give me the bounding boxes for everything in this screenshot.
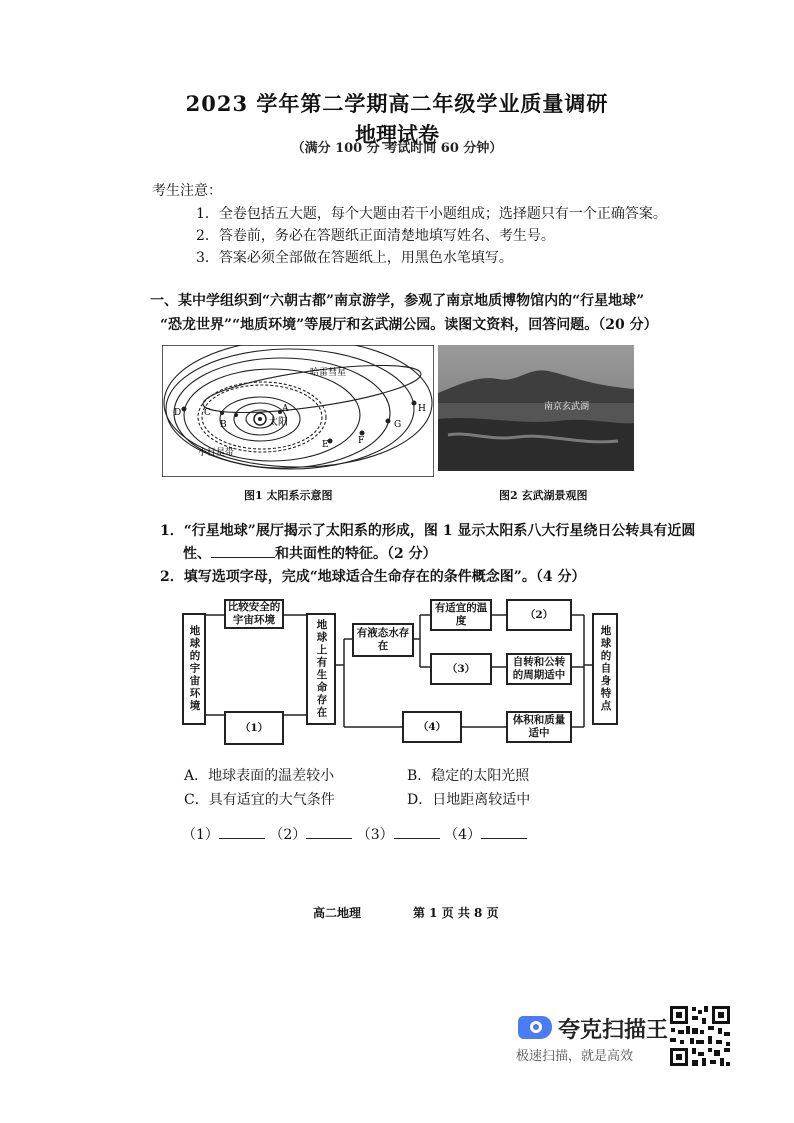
notice-item-1: 1．全卷包括五大题，每个大题由若干小题组成；选择题只有一个正确答案。 (196, 206, 667, 222)
lake-label: 南京玄武湖 (544, 402, 590, 412)
q1-answer-blank[interactable] (211, 543, 275, 558)
asteroid-belt-label: 小行星带 (198, 448, 235, 458)
exam-info: （满分 100 分 考试时间 60 分钟） (291, 141, 503, 156)
answer-label-4: （4） (444, 827, 482, 843)
q2-text: 2．填写选项字母，完成“地球适合生命存在的条件概念图”。（4 分） (160, 569, 586, 585)
answer-blank-1[interactable] (219, 824, 265, 839)
notice-item-2: 2．答卷前，务必在答题纸正面清楚地填写姓名、考生号。 (196, 228, 555, 244)
volume-mass-box: 体积和质量适中 (506, 711, 572, 743)
notice-heading: 考生注意： (152, 183, 222, 199)
notice-item-3: 3．答案必须全部做在答题纸上，用黑色水笔填写。 (196, 250, 513, 266)
life-exists-box: 地球上有生命存在 (306, 613, 336, 725)
xuanwu-lake-photo (438, 345, 634, 471)
answer-blank-4[interactable] (481, 824, 527, 839)
answer-blank-2[interactable] (306, 824, 352, 839)
sun-label: 太阳 (268, 417, 288, 428)
qr-code-icon[interactable] (668, 1004, 732, 1068)
scanner-logo-icon (516, 1012, 554, 1042)
figure2-caption: 图2 玄武湖景观图 (499, 489, 588, 502)
planet-label-g: G (394, 420, 402, 430)
suitable-temperature-box: 有适宜的温度 (430, 599, 492, 631)
subject-title: 地理试卷 (355, 122, 439, 147)
concept-diagram (180, 595, 620, 755)
blank-4-box[interactable]: （4） (402, 711, 462, 743)
planet-label-b: B (220, 420, 227, 430)
safe-environment-box: 比较安全的宇宙环境 (224, 599, 284, 629)
watermark-slogan: 极速扫描，就是高效 (516, 1049, 634, 1064)
footer-subject: 高二地理 (313, 906, 362, 920)
liquid-water-box: 有液态水存在 (352, 623, 414, 657)
cosmic-environment-box: 地球的宇宙环境 (182, 613, 206, 725)
answer-label-1: （1） (182, 827, 219, 843)
planet-label-a: A (282, 404, 289, 414)
blank-1-box[interactable]: （1） (224, 711, 284, 745)
watermark-brand: 夸克扫描王 (558, 1018, 669, 1043)
q1-suffix: 和共面性的特征。（2 分） (275, 546, 437, 562)
rotation-revolution-box: 自转和公转的周期适中 (506, 653, 572, 685)
blank-2-box[interactable]: （2） (506, 599, 572, 631)
q1-line1: 1．“行星地球”展厅揭示了太阳系的形成，图 1 显示太阳系八大行星绕日公转具有近圆 (160, 523, 696, 539)
option-a[interactable]: A．地球表面的温差较小 (184, 768, 335, 784)
q1-prefix: 性、 (183, 546, 211, 562)
answer-blank-3[interactable] (394, 824, 440, 839)
planet-label-e: E (322, 440, 329, 450)
answer-label-3: （3） (356, 827, 394, 843)
planet-label-f: F (358, 436, 365, 446)
planet-label-h: H (418, 404, 426, 414)
planet-label-c: C (204, 408, 211, 418)
q1-line2 (183, 543, 437, 563)
solar-system-figure (162, 345, 434, 477)
option-b[interactable]: B．稳定的太阳光照 (407, 768, 530, 784)
answer-row (182, 824, 527, 844)
comet-label: 哈雷彗星 (310, 368, 347, 378)
blank-3-box[interactable]: （3） (430, 653, 492, 685)
exam-title: 2023 学年第二学期高二年级学业质量调研 (185, 91, 609, 116)
footer-page: 第 1 页 共 8 页 (413, 906, 499, 920)
section1-intro-line2: “恐龙世界”“地质环境”等展厅和玄武湖公园。读图文资料，回答问题。（20 分） (160, 317, 658, 333)
option-c[interactable]: C．具有适宜的大气条件 (184, 792, 335, 808)
earth-features-box: 地球的自身特点 (592, 613, 618, 725)
section1-intro-line1: 一、某中学组织到“六朝古都”南京游学，参观了南京地质博物馆内的“行星地球” (150, 293, 645, 309)
figure1-caption: 图1 太阳系示意图 (244, 489, 333, 502)
planet-label-d: D (174, 408, 182, 418)
answer-label-2: （2） (269, 827, 307, 843)
option-d[interactable]: D．日地距离较适中 (407, 792, 531, 808)
